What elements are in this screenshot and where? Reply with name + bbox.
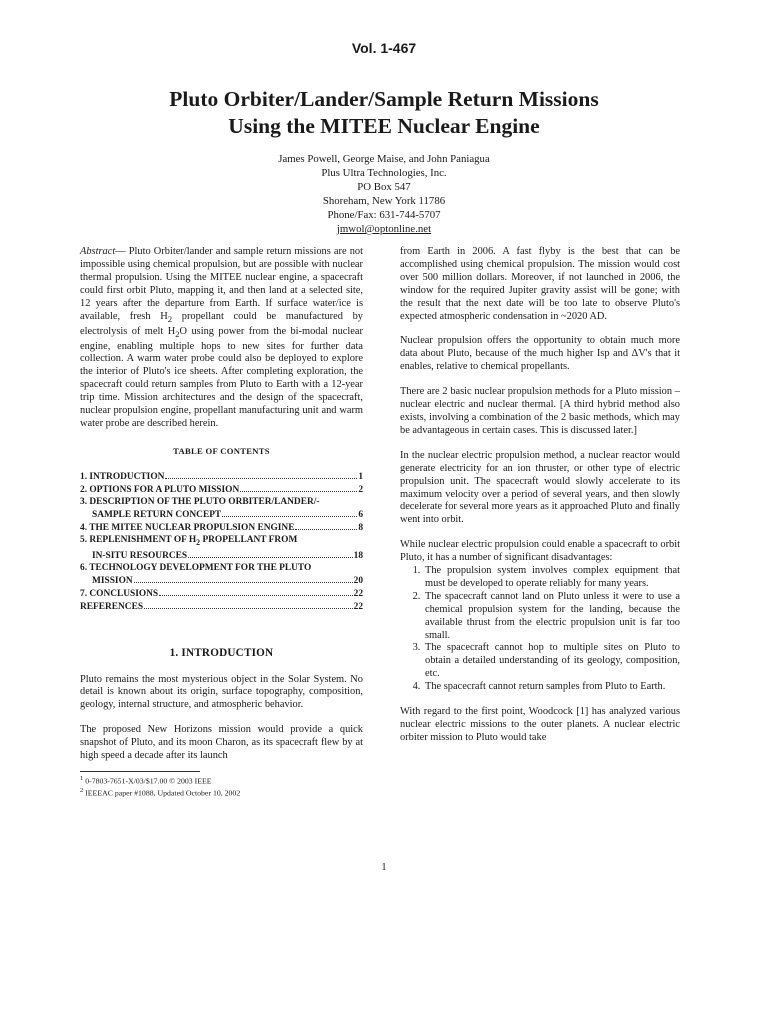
abstract-sub-1: 2 — [167, 313, 173, 324]
author-email-link[interactable]: jmwol@optonline.net — [336, 223, 432, 235]
toc-entry-technology-cont[interactable]: MISSION 20 — [92, 575, 363, 586]
right-column — [400, 246, 680, 757]
author-phone: Phone/Fax: 631-744-5707 — [327, 209, 441, 221]
intro-paragraph-2: The proposed New Horizons mission would provide a quick snapshot of Pluto, and its moon Charon, as its spacecraft flew by at high speed a decade after its launch — [80, 724, 363, 762]
abstract-text-c: O using power from the bi-modal nuclear engine, enabling multiple hops to new sites for further data collection. A warm water probe could also be deployed to explore the interior of Pluto's ice sheets. After completing exploration, the spacecraft could return samples from Pluto to Earth with a 12-year trip time. Mission architectures and the design of the spacecraft, nuclear propulsion engine, propellant manufacturing unit and warm water probe are described herein. — [80, 325, 363, 429]
table-of-contents — [80, 470, 363, 613]
toc-entry-replenishment[interactable]: 5. REPLENISHMENT OF $H_2$ PROPELLANT FROM — [80, 534, 298, 547]
toc-page: 18 — [353, 550, 363, 561]
title-line-2: Using the MITEE Nuclear Engine — [228, 114, 540, 138]
abstract-sub-2: 2 — [175, 328, 180, 339]
disadvantages-list — [400, 565, 680, 694]
footnotes — [80, 774, 363, 798]
list-item: 1. The propulsion system involves complex equipment that must be developed to operate reliably for many years. — [423, 565, 680, 591]
abstract-text-b: propellant could be manufactured by electrolysis of melt H — [80, 310, 363, 337]
toc-page: 8 — [358, 522, 363, 533]
toc-page: 1 — [358, 471, 363, 482]
author-city: Shoreham, New York 11786 — [322, 195, 446, 207]
toc-entry-replenishment-cont[interactable]: IN-SITU RESOURCES 18 — [92, 550, 363, 561]
abstract — [80, 246, 363, 431]
toc-entry-technology[interactable]: 6. TECHNOLOGY DEVELOPMENT FOR THE PLUTO — [80, 562, 312, 573]
body-paragraph-1: from Earth in 2006. A fast flyby is the best that can be accomplished using chemical propulsion. The mission would cost over 500 million dollars. Moreover, if not launched in 2006, the window for the required Jupiter gravity assist will be gone; with the result that the next date will be too late to observe Pluto's expected atmospheric condensation in ~2020 AD. — [400, 246, 680, 322]
body-paragraph-3: There are 2 basic nuclear propulsion methods for a Pluto mission – nuclear electric and nuclear thermal. [A third hybrid method also exists, involving a combination of the 2 basic methods, which may be advantageous in certain cases. This is discussed later.] — [400, 386, 680, 436]
toc-page: 6 — [358, 509, 363, 520]
paper-title — [60, 86, 708, 140]
toc-entry-mitee-engine[interactable]: 4. THE MITEE NUCLEAR PROPULSION ENGINE 8 — [80, 522, 363, 533]
toc-page: 2 — [358, 484, 363, 495]
toc-entry-options[interactable]: 2. OPTIONS FOR A PLUTO MISSION 2 — [80, 484, 363, 495]
body-paragraph-5: While nuclear electric propulsion could enable a spacecraft to orbit Pluto, it has a number of significant disadvantages: — [400, 539, 680, 564]
toc-page: 20 — [353, 575, 363, 586]
list-item: 2. The spacecraft cannot land on Pluto unless it were to use a chemical propulsion system for the landing, because the available thrust from the electric propulsion unit is far too small. — [423, 591, 680, 643]
body-paragraph-4: In the nuclear electric propulsion method, a nuclear reactor would generate electricity for an ion thruster, or other type of electric propulsion unit. The spacecraft would slowly accelerate to its maximum velocity over a period of several years, and then slowly decelerate for several more years as it approached Pluto and finally went into orbit. — [400, 449, 680, 526]
intro-paragraph-1: Pluto remains the most mysterious object in the Solar System. No detail is known about its origin, surface topography, composition, geology, internal structure, and atmospheric behavior. — [80, 673, 363, 711]
body-paragraph-2: Nuclear propulsion offers the opportunity to obtain much more data about Pluto, because of the much higher Isp and ΔV's that it enables, relative to chemical propellants. — [400, 335, 680, 373]
toc-page: 22 — [353, 588, 363, 599]
author-box: PO Box 547 — [357, 181, 411, 193]
author-org: Plus Ultra Technologies, Inc. — [321, 167, 447, 179]
toc-entry-introduction[interactable]: 1. INTRODUCTION 1 — [80, 471, 363, 482]
author-names: James Powell, George Maise, and John Paniagua — [278, 153, 490, 165]
author-block — [0, 152, 768, 236]
toc-entry-references[interactable]: REFERENCES 22 — [80, 601, 363, 612]
toc-title: TABLE OF CONTENTS — [173, 445, 270, 456]
footnote-2: $^2$ IEEEAC paper #1088, Updated October 10, 2002 — [80, 787, 241, 798]
abstract-label: Abstract — [80, 246, 116, 257]
toc-entry-description[interactable]: 3. DESCRIPTION OF THE PLUTO ORBITER/LANDER/- — [80, 496, 320, 507]
volume-label: Vol. 1-467 — [351, 40, 417, 56]
footnote-1: $^1$ 0-7803-7651-X/03/$17.00 © 2003 IEEE — [80, 774, 212, 786]
footnote-rule — [80, 771, 200, 772]
toc-entry-description-cont[interactable]: SAMPLE RETURN CONCEPT 6 — [92, 509, 363, 520]
page-number: 1 — [381, 862, 387, 873]
toc-entry-conclusions[interactable]: 7. CONCLUSIONS 22 — [80, 588, 363, 599]
section-heading-introduction: 1. INTRODUCTION — [169, 646, 274, 659]
toc-page: 22 — [353, 601, 363, 612]
abstract-dash: — — [115, 246, 126, 257]
list-item: 4. The spacecraft cannot return samples from Pluto to Earth. — [423, 681, 680, 694]
body-paragraph-6: With regard to the first point, Woodcock [1] has analyzed various nuclear electric missions to the outer planets. A nuclear electric orbiter mission to Pluto would take — [400, 706, 680, 743]
abstract-text-a: Pluto Orbiter/lander and sample return missions are not impossible using chemical propulsion, but are possible with nuclear thermal propulsion. Using the MITEE nuclear engine, a spacecraft could first orbit Pluto, mapping it, and then land at a selected site, 12 years after the departure from Earth. If surface water/ice is available, fresh H — [80, 246, 363, 322]
list-item: 3. The spacecraft cannot hop to multiple sites on Pluto to obtain a detailed understanding of its geology, composition, etc. — [423, 642, 680, 681]
left-column — [80, 246, 363, 798]
title-line-1: Pluto Orbiter/Lander/Sample Return Missions — [169, 87, 599, 111]
